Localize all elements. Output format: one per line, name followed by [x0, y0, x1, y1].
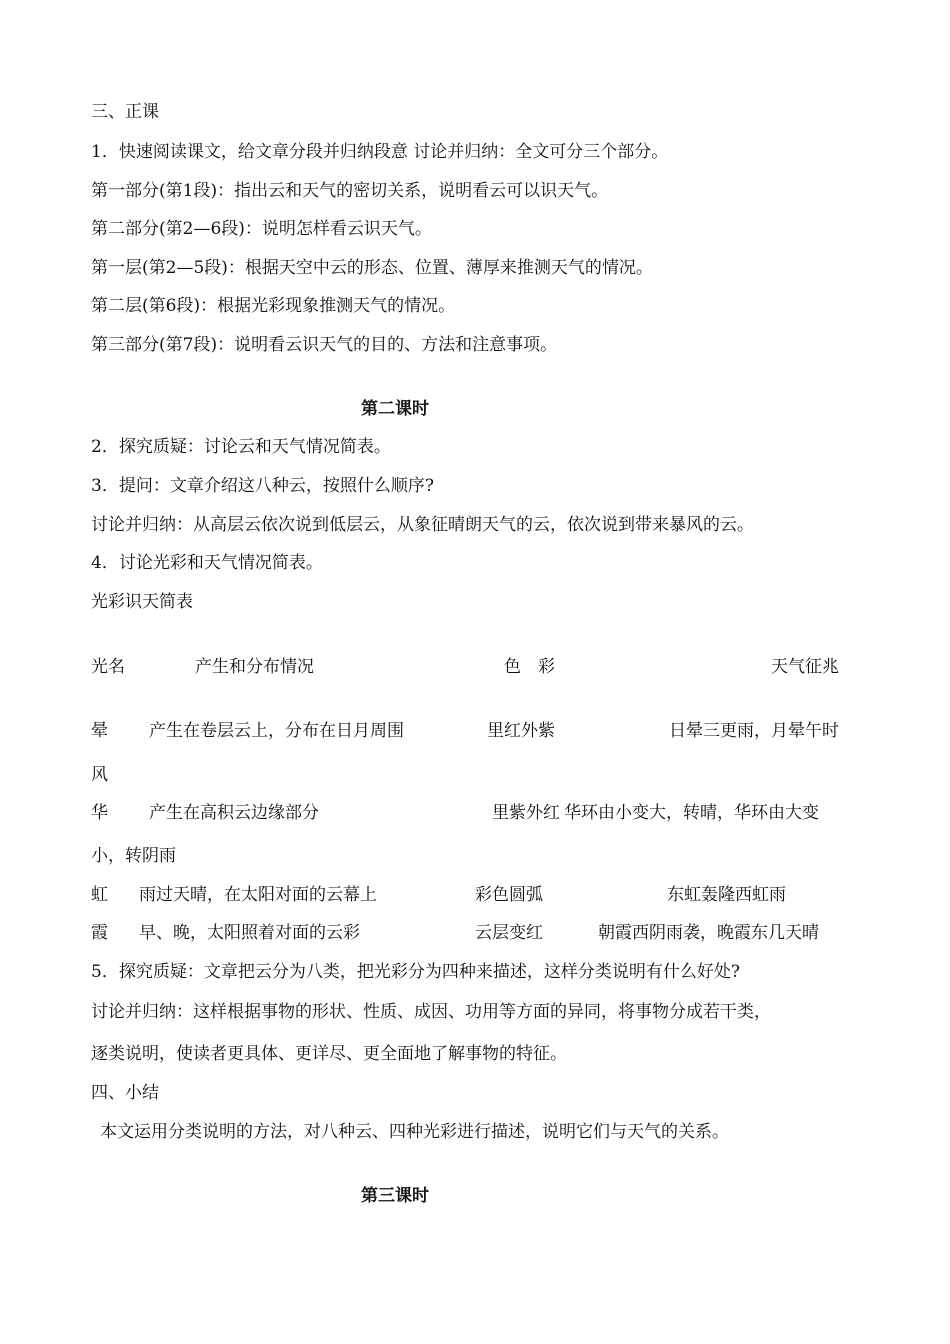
table-cell: 云层变红 [475, 923, 543, 943]
table-cell: 晕 [91, 721, 108, 741]
table-title: 光彩识天简表 [91, 592, 193, 612]
paragraph: 5．探究质疑：文章把云分为八类，把光彩分为四种来描述，这样分类说明有什么好处? [91, 962, 740, 982]
paragraph: 讨论并归纳：这样根据事物的形状、性质、成因、功用等方面的异同，将事物分成若干类， [91, 1002, 771, 1022]
table-cell: 产生在卷层云上，分布在日月周围 [149, 721, 404, 741]
table-cell: 日晕三更雨，月晕午时 [669, 721, 839, 741]
paragraph: 1．快速阅读课文，给文章分段并归纳段意 讨论并归纳：全文可分三个部分。 [91, 142, 669, 162]
table-header: 色 彩 [504, 657, 555, 677]
table-cell: 风 [91, 765, 108, 785]
table-cell: 小，转阴雨 [91, 846, 176, 866]
table-cell: 东虹轰隆西虹雨 [667, 885, 786, 905]
table-cell: 华 [91, 803, 108, 823]
lesson-heading: 第三课时 [361, 1186, 429, 1206]
table-cell: 早、晚，太阳照着对面的云彩 [139, 923, 360, 943]
table-cell: 华环由小变大，转晴，华环由大变 [564, 803, 819, 823]
paragraph: 本文运用分类说明的方法，对八种云、四种光彩进行描述，说明它们与天气的关系。 [100, 1122, 729, 1142]
table-cell: 朝霞西阴雨袭，晚霞东几天晴 [598, 923, 819, 943]
paragraph: 第一部分(第1段)：指出云和天气的密切关系，说明看云可以识天气。 [91, 181, 609, 201]
paragraph: 2．探究质疑：讨论云和天气情况简表。 [91, 437, 391, 457]
paragraph: 3．提问：文章介绍这八种云，按照什么顺序? [91, 476, 434, 496]
table-cell: 虹 [91, 885, 108, 905]
paragraph: 第二部分(第2—6段)：说明怎样看云识天气。 [91, 219, 432, 239]
table-cell: 里紫外红 [492, 803, 560, 823]
table-header: 光名 [91, 657, 125, 677]
table-cell: 雨过天晴，在太阳对面的云幕上 [139, 885, 377, 905]
table-cell: 霞 [91, 923, 108, 943]
table-header: 天气征兆 [771, 657, 839, 677]
table-cell: 彩色圆弧 [475, 885, 543, 905]
table-cell: 里红外紫 [487, 721, 555, 741]
paragraph: 逐类说明，使读者更具体、更详尽、更全面地了解事物的特征。 [91, 1044, 567, 1064]
table-cell: 产生在高积云边缘部分 [149, 803, 319, 823]
section-title: 四、小结 [91, 1083, 159, 1103]
paragraph: 第三部分(第7段)：说明看云识天气的目的、方法和注意事项。 [91, 335, 558, 355]
lesson-heading: 第二课时 [361, 399, 429, 419]
table-header: 产生和分布情况 [195, 657, 314, 677]
paragraph: 4．讨论光彩和天气情况简表。 [91, 553, 323, 573]
paragraph: 第二层(第6段)：根据光彩现象推测天气的情况。 [91, 296, 456, 316]
section-title: 三、正课 [91, 102, 159, 122]
paragraph: 第一层(第2—5段)：根据天空中云的形态、位置、薄厚来推测天气的情况。 [91, 258, 653, 278]
paragraph: 讨论并归纳：从高层云依次说到低层云，从象征晴朗天气的云，依次说到带来暴风的云。 [91, 515, 754, 535]
